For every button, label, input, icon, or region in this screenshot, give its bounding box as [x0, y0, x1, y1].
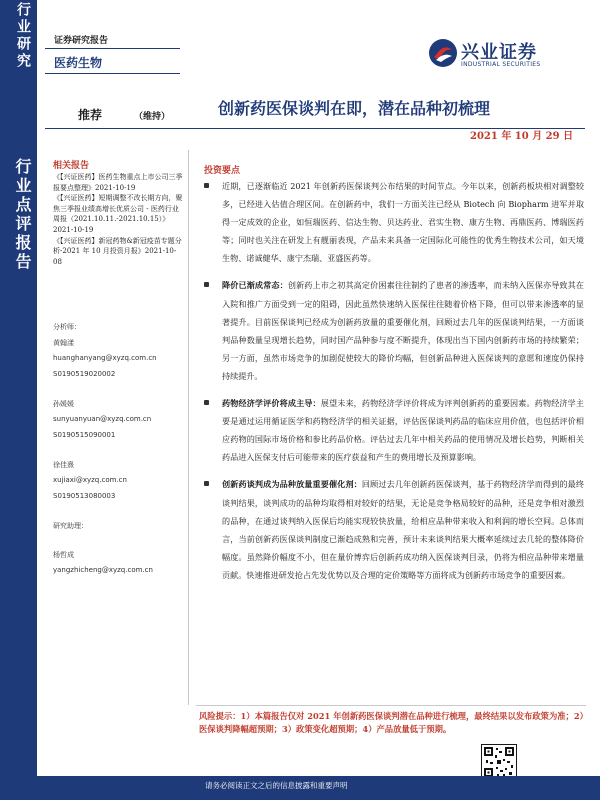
key-points-body — [200, 177, 584, 593]
analyst-email[interactable]: sunyuanyuan@xyzq.com.cn — [53, 415, 152, 423]
risk-text: 1）本篇报告仅对 2021 年创新药医保谈判潜在品种进行梳理，最终结果以发布政策为准；2）医保谈判降幅超预期；3）政策变化超预期；4）产品放量低于预期。 — [199, 711, 584, 734]
paragraph-text: 近期，已逐渐临近 2021 年创新药医保谈判公布结果的时间节点。今年以来，创新药板块相对调整较多，已经进入估值合理区间。在创新药中，我们一方面关注已经从 Biotech 向 Biopharm 进军并取得一定成效的企业，如恒瑞医药、信达生物、贝达药业、君实生物、康方生物、再鼎医药、博瑞医药等；同时也关注在研发上有靓丽表现，产品未来具备一定国际化可能性的优秀生物技术公司，如天境生物、诺诚健华、康宁杰瑞、亚盛医药等。 — [222, 181, 584, 264]
related-report-item[interactable]: 《【兴证医药】新冠药物&新冠疫苗专题分析-2021 年 10 月投资月报》2021-10-08 — [53, 236, 182, 266]
risk-warning — [199, 710, 584, 736]
paragraph-lead: 创新药谈判成为品种放量重要催化剂： — [222, 479, 362, 490]
assistant-heading: 研究助理： — [53, 522, 88, 530]
report-type: 证券研究报告 — [54, 36, 109, 46]
company-logo — [428, 36, 578, 72]
logo-name-en: INDUSTRIAL SECURITIES — [461, 61, 541, 68]
divider — [45, 73, 180, 74]
logo-mark-icon — [428, 38, 458, 68]
related-reports-heading: 相关报告 — [53, 161, 90, 171]
logo-name-cn: 兴业证券 — [461, 42, 537, 63]
key-point-paragraph — [200, 475, 584, 584]
footer-disclaimer[interactable]: 请务必阅读正文之后的信息披露和重要声明 — [205, 781, 348, 790]
risk-label: 风险提示： — [199, 711, 241, 721]
assistant-email[interactable]: yangzhicheng@xyzq.com.cn — [53, 566, 153, 574]
column-divider — [188, 150, 189, 705]
paragraph-lead: 降价已渐成常态： — [222, 280, 288, 291]
paragraph-text: 展望未来，药物经济学评价将成为评判创新药的重要因素。药物经济学主要是通过运用循证医学和药物经济学的相关证据，评估医保谈判药品的临床应用价值，也包括评价相应药物的国际市场价格和参比药品价格。评估过去几年中相关药品的使用情况及增长趋势，判断相关药品进入医保支付后可能带来的医疗获益和产生的费用增长及预算影响。 — [222, 398, 584, 463]
divider — [196, 705, 586, 706]
related-report-item[interactable]: 《【兴证医药】短期调整不改长期方向，聚焦三季报业绩高增长优质公司 - 医药行业周报（2021.10.11.-2021.10.15）》2021-10-19 — [53, 194, 183, 234]
sector-name: 医药生物 — [54, 56, 103, 70]
report-date: 2021 年 10 月 29 日 — [470, 131, 574, 142]
paragraph-lead: 药物经济学评价将成主导： — [222, 398, 321, 409]
analyst-name: 黄翰漾 — [53, 339, 74, 347]
analyst-email[interactable]: huanghanyang@xyzq.com.cn — [53, 354, 157, 362]
analyst-email[interactable]: xujiaxi@xyzq.com.cn — [53, 476, 127, 484]
qr-code-icon — [481, 744, 517, 780]
rating-status: （维持） — [134, 112, 171, 122]
key-point-paragraph — [200, 177, 584, 267]
key-point-paragraph — [200, 276, 584, 385]
analyst-cert: S0190515090001 — [53, 431, 116, 439]
analyst-heading: 分析师： — [53, 323, 81, 331]
divider — [45, 48, 180, 49]
rating: 推荐 — [78, 108, 103, 122]
page-title: 创新药医保谈判在即，潜在品种初梳理 — [218, 99, 491, 118]
key-points-heading: 投资要点 — [204, 166, 241, 176]
assistant-name: 杨哲成 — [53, 551, 74, 559]
related-report-item[interactable]: 《【兴证医药】医药生物重点上市公司三季报要点整理》2021-10-19 — [53, 173, 183, 192]
related-reports-list — [53, 172, 183, 267]
analyst-cert: S0190513080003 — [53, 492, 116, 500]
analyst-name: 徐佳熹 — [53, 461, 74, 469]
sidebar-top-label: 行业研究 — [15, 2, 31, 70]
analyst-cert: S0190519020002 — [53, 370, 116, 378]
sidebar-band — [0, 0, 37, 800]
analyst-name: 孙媛媛 — [53, 400, 74, 408]
sidebar-report-category: 行业点评报告 — [13, 158, 32, 272]
key-point-paragraph — [200, 394, 584, 466]
paragraph-text: 回顾过去几年创新药医保谈判，基于药物经济学而得到的最终谈判结果，谈判成功的品种均取得相对较好的结果，无论是竞争格局较好的品种，还是竞争相对激烈的品种，在通过谈判纳入医保后均能实现较快放量，给相应品种带来收入和利润的增长空间。总体而言，当前创新药医保谈判制度已渐趋成熟和完善，预计未来谈判结果大概率延续过去几轮的整体降价幅度。虽然降价幅度不小，但在量价博弈后创新药成功纳入医保谈判目录，仍将为相应品种带来增量贡献。快速推进研发抢占先发优势以及合理的定价策略等方面将成为创新药市场竞争的重要因素。 — [222, 479, 584, 580]
paragraph-text: 创新药上市之初其高定价困素往往制约了患者的渗透率，而未纳入医保亦导致其在入院和推广方面受到一定的阻碍，因此虽然快速纳入医保往往随着价格下降，但可以带来渗透率的显著提升。目前医保谈判已经成为创新药放量的重要催化剂，回顾过去几年的医保谈判结果，一方面谈判品种数量呈现增长趋势，同时国产品种参与度不断提升，体现出当下国内创新药市场的持续繁荣；另一方面，虽然市场竞争的加剧促使较大的降价均幅，但创新品种进入医保谈判的意愿和速度仍保持持续提升。 — [222, 280, 584, 381]
